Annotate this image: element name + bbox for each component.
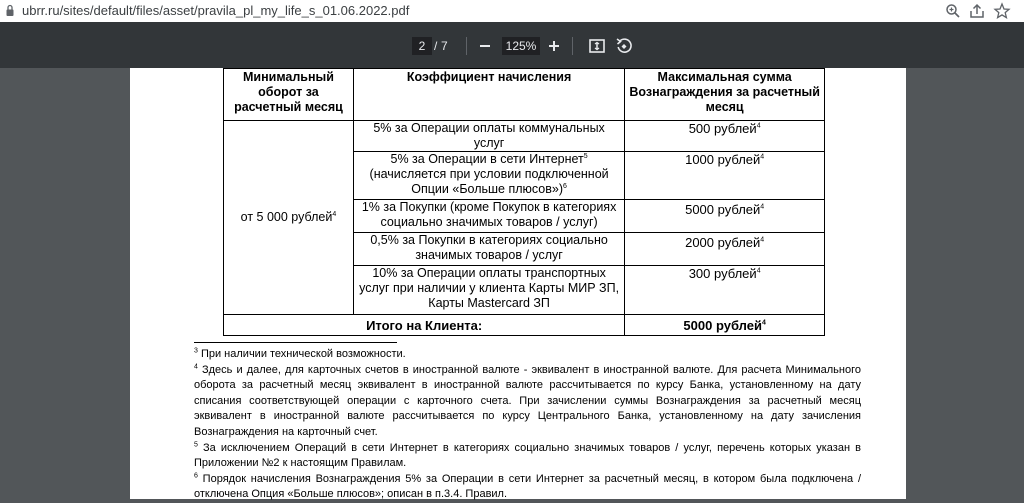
- url-text[interactable]: ubrr.ru/sites/default/files/asset/pravila_pl_my_life_s_01.06.2022.pdf: [22, 3, 410, 18]
- max-reward-cell: 300 рублей$^4$: [625, 266, 825, 315]
- footnote-5: $^5$ За исключением Операций в сети Интернет в категориях социально значимых товаров / услуг, перечень которых указан в Приложении №2 к настоящим Правилам.: [194, 440, 861, 470]
- total-label: Итого на Клиента:: [224, 315, 625, 336]
- rate-cell: 0,5% за Покупки в категориях социально значимых товаров / услуг: [353, 233, 624, 266]
- max-reward-cell: 5000 рублей$^4$: [625, 200, 825, 233]
- fit-page-icon[interactable]: [586, 35, 608, 57]
- zoom-icon[interactable]: [944, 2, 962, 20]
- header-rate: Коэффициент начисления: [353, 69, 624, 121]
- max-reward-cell: 1000 рублей$^4$: [625, 152, 825, 200]
- toolbar-divider: [466, 37, 467, 55]
- total-value: 5000 рублей$^4$: [625, 315, 825, 336]
- zoom-out-icon[interactable]: [474, 35, 496, 57]
- address-bar[interactable]: [0, 0, 1024, 23]
- page-separator: /: [434, 39, 438, 53]
- footnote-divider: [194, 342, 397, 343]
- page-number-input[interactable]: 2: [412, 37, 432, 55]
- footnote-4: $^4$ Здесь и далее, для карточных счетов в иностранной валюте - эквивалент в иностранной валюте. Для расчета Минимального оборота за расчетный месяц эквивалент в иностранной валюте рассчитывается по курсу Банка, установленному на дату списания соответствующей операции с карточного счета. При зачислении суммы Вознаграждения за расчетный месяц эквивалент в иностранной валюте рассчитывается по курсу Центрального Банка, установленному на дату зачисления Вознаграждения на карточный счет.: [194, 362, 861, 438]
- total-pages: 7: [441, 39, 448, 53]
- rate-cell: 5% за Операции в сети Интернет$^5$ (начисляется при условии подключенной Опции «Больше плюсов»)$^6$: [353, 152, 624, 200]
- zoom-in-icon[interactable]: [543, 35, 565, 57]
- min-turnover-cell: от 5 000 рублей$^4$: [224, 121, 354, 315]
- footnote-6: $^6$ Порядок начисления Вознаграждения 5% за Операции в сети Интернет за расчетный месяц, в котором была подключена / отключена Опция «Больше плюсов»; описан в п.3.4. Правил.: [194, 472, 861, 501]
- share-icon[interactable]: [968, 2, 986, 20]
- reward-table: [223, 68, 825, 336]
- table-header-row: [224, 69, 825, 121]
- rate-cell: 5% за Операции оплаты коммунальных услуг: [353, 121, 624, 152]
- pdf-page: [130, 68, 906, 499]
- max-reward-cell: 500 рублей$^4$: [625, 121, 825, 152]
- zoom-level-input[interactable]: 125%: [502, 37, 540, 55]
- max-reward-cell: 2000 рублей$^4$: [625, 233, 825, 266]
- footnote-3: $^3$ При наличии технической возможности.: [194, 347, 406, 360]
- rotate-icon[interactable]: [613, 35, 635, 57]
- header-max-reward: Максимальная сумма Вознаграждения за расчетный месяц: [625, 69, 825, 121]
- total-row: [224, 315, 825, 336]
- rate-cell: 1% за Покупки (кроме Покупок в категориях социально значимых товаров / услуг): [353, 200, 624, 233]
- header-min-turnover: Минимальный оборот за расчетный месяц: [224, 69, 354, 121]
- rate-cell: 10% за Операции оплаты транспортных услуг при наличии у клиента Карты МИР ЗП, Карты Mastercard ЗП: [353, 266, 624, 315]
- toolbar-divider: [572, 37, 573, 55]
- lock-icon: [6, 4, 14, 17]
- bookmark-star-icon[interactable]: [993, 2, 1011, 20]
- footnotes: [194, 347, 861, 503]
- table-row: [224, 121, 825, 152]
